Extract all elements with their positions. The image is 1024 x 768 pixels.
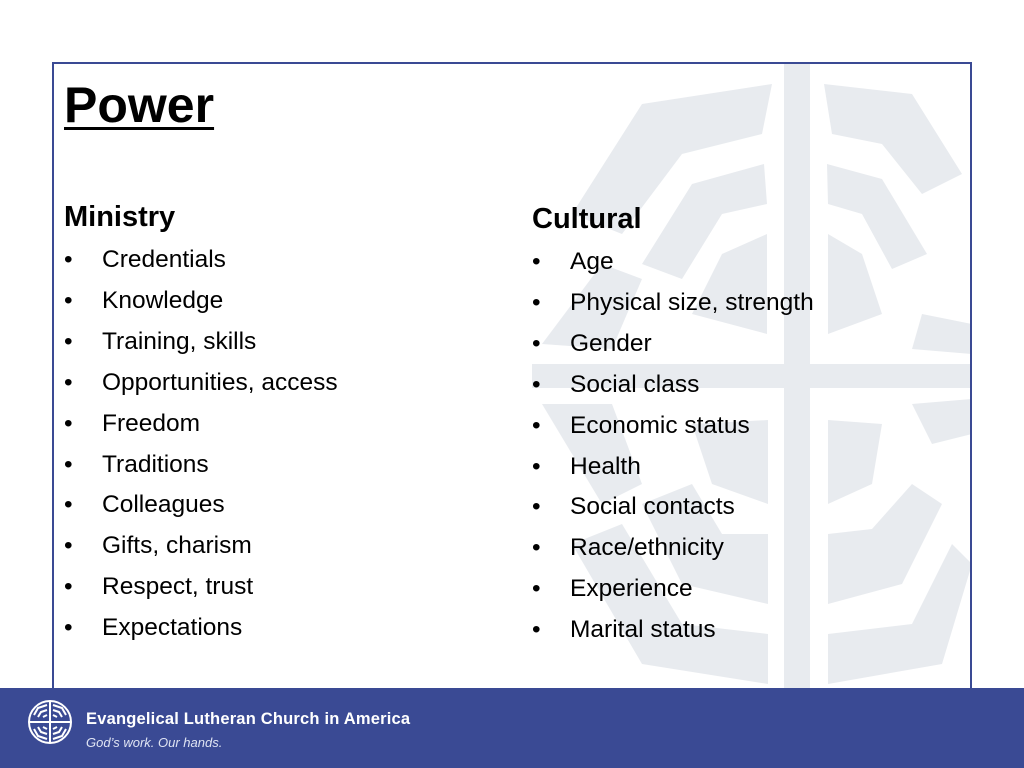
list-item-text: Health bbox=[570, 452, 641, 480]
list-item bbox=[532, 242, 814, 283]
list-item-text: Marital status bbox=[570, 616, 716, 644]
bullet-icon: • bbox=[532, 411, 541, 439]
bullet-icon: • bbox=[532, 616, 541, 644]
elca-cross-logo-icon bbox=[26, 698, 74, 746]
list-item bbox=[64, 485, 338, 526]
list-item-text: Experience bbox=[570, 575, 693, 603]
list-item bbox=[64, 322, 338, 363]
list-item-text: Economic status bbox=[570, 411, 750, 439]
column-heading: Ministry bbox=[64, 201, 176, 233]
list-item bbox=[532, 487, 814, 528]
list-item bbox=[64, 608, 338, 649]
bullet-icon: • bbox=[64, 573, 73, 601]
bullet-icon: • bbox=[64, 368, 73, 396]
list-item-text: Gender bbox=[570, 329, 652, 357]
bullet-icon: • bbox=[532, 248, 541, 275]
footer-bar bbox=[0, 688, 1024, 768]
list-item-text: Physical size, strength bbox=[570, 288, 814, 316]
list-item bbox=[532, 569, 814, 610]
list-item-text: Age bbox=[570, 248, 614, 275]
cultural-column bbox=[532, 202, 814, 651]
list-item bbox=[532, 283, 814, 324]
bullet-icon: • bbox=[64, 450, 73, 478]
list-item-text: Colleagues bbox=[102, 491, 225, 519]
bullet-icon: • bbox=[532, 288, 541, 316]
ministry-column bbox=[64, 200, 338, 649]
bullet-icon: • bbox=[64, 327, 73, 355]
ministry-list bbox=[64, 240, 338, 649]
bullet-icon: • bbox=[64, 286, 73, 314]
list-item-text: Gifts, charism bbox=[102, 532, 252, 560]
list-item bbox=[532, 365, 814, 406]
list-item bbox=[532, 324, 814, 365]
cultural-list bbox=[532, 242, 814, 651]
list-item-text: Respect, trust bbox=[102, 573, 254, 601]
bullet-icon: • bbox=[64, 409, 73, 437]
organization-name: Evangelical Lutheran Church in America bbox=[86, 710, 411, 728]
list-item-text: Training, skills bbox=[102, 327, 257, 355]
list-item bbox=[64, 526, 338, 567]
list-item bbox=[64, 445, 338, 486]
list-item bbox=[532, 406, 814, 447]
list-item-text: Knowledge bbox=[102, 286, 224, 314]
bullet-icon: • bbox=[64, 491, 73, 519]
bullet-icon: • bbox=[532, 493, 541, 521]
list-item bbox=[532, 447, 814, 488]
tagline: God’s work. Our hands. bbox=[86, 735, 223, 750]
slide-frame bbox=[52, 62, 972, 688]
list-item-text: Credentials bbox=[102, 246, 226, 273]
list-item bbox=[532, 610, 814, 651]
bullet-icon: • bbox=[532, 452, 541, 480]
list-item bbox=[64, 240, 338, 281]
bullet-icon: • bbox=[64, 246, 73, 273]
list-item bbox=[64, 363, 338, 404]
list-item-text: Freedom bbox=[102, 409, 201, 437]
list-item-text: Race/ethnicity bbox=[570, 534, 724, 562]
bullet-icon: • bbox=[532, 534, 541, 562]
list-item-text: Social class bbox=[570, 370, 700, 398]
bullet-icon: • bbox=[64, 532, 73, 560]
column-heading: Cultural bbox=[532, 203, 642, 235]
list-item-text: Opportunities, access bbox=[102, 368, 338, 396]
list-item bbox=[532, 528, 814, 569]
bullet-icon: • bbox=[532, 329, 541, 357]
slide-title: Power bbox=[64, 77, 215, 133]
list-item bbox=[64, 404, 338, 445]
list-item-text: Traditions bbox=[102, 450, 209, 478]
bullet-icon: • bbox=[64, 614, 73, 642]
bullet-icon: • bbox=[532, 575, 541, 603]
list-item-text: Expectations bbox=[102, 614, 243, 642]
list-item bbox=[64, 281, 338, 322]
list-item-text: Social contacts bbox=[570, 493, 735, 521]
bullet-icon: • bbox=[532, 370, 541, 398]
list-item bbox=[64, 567, 338, 608]
